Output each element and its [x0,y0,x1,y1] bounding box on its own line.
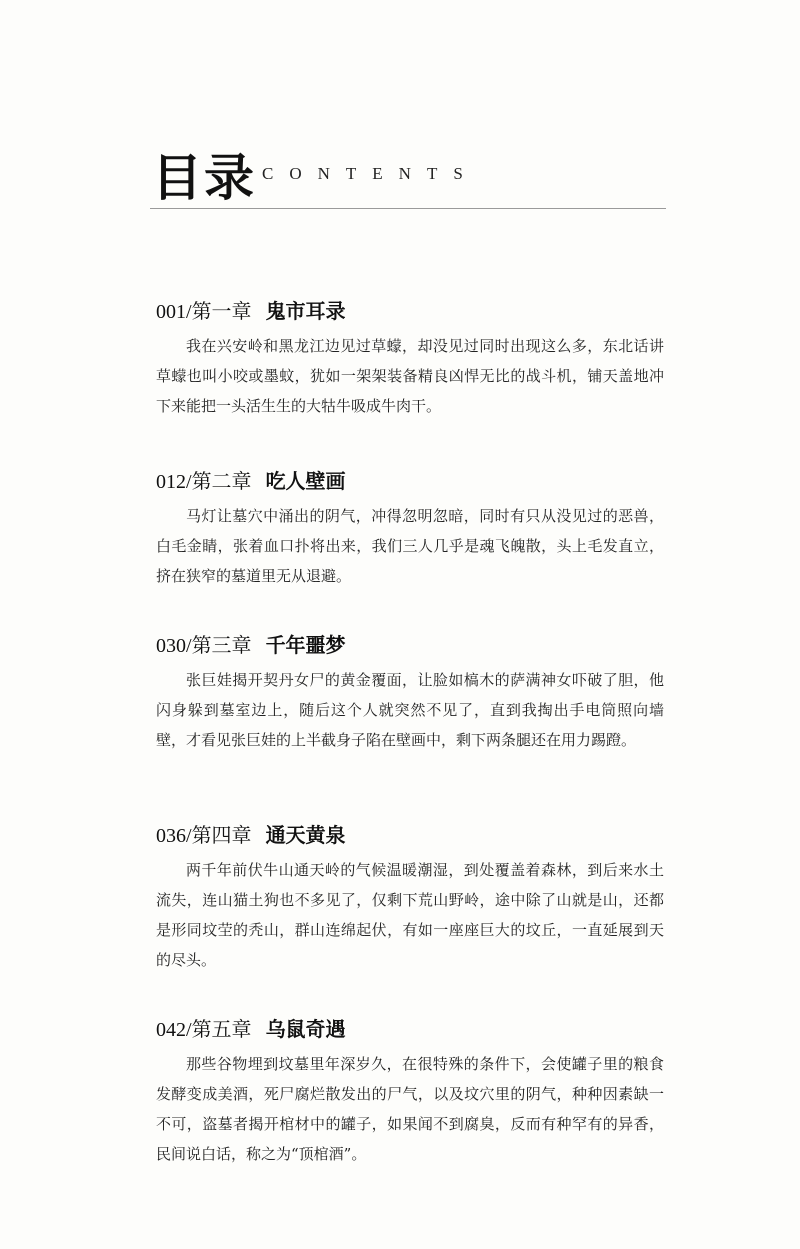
page-number: 001/ [156,301,192,323]
contents-header [150,140,670,220]
chapter-label: 第三章 [191,633,252,657]
chapter-summary: 张巨娃揭开契丹女尸的黄金覆面，让脸如槁木的萨满神女吓破了胆，他闪身躲到墓室边上，随后这个人就突然不见了，直到我掏出手电筒照向墙壁，才看见张巨娃的上半截身子陷在壁画中，剩下两条腿还在用力踢蹬。 [156,671,664,749]
page-number: 030/ [156,635,192,657]
toc-entry-3[interactable] [156,630,676,755]
chapter-label: 第一章 [191,299,252,323]
toc-entry-title[interactable] [156,820,676,851]
chapter-label: 第四章 [191,823,252,847]
chapter-summary: 那些谷物埋到坟墓里年深岁久，在很特殊的条件下，会使罐子里的粮食发酵变成美酒，死尸腐烂散发出的尸气，以及坟穴里的阴气，种种因素缺一不可，盗墓者揭开棺材中的罐子，如果闻不到腐臭，反而有种罕有的异香，民间说白话，称之为“顶棺酒”。 [156,1055,664,1163]
toc-entry-title[interactable] [156,296,676,327]
page-number: 042/ [156,1019,192,1041]
page-title: 目录 [152,148,256,207]
chapter-name: 通天黄泉 [265,823,346,847]
chapter-summary: 两千年前伏牛山通天岭的气候温暖潮湿，到处覆盖着森林，到后来水土流失，连山猫土狗也不多见了，仅剩下荒山野岭，途中除了山就是山，还都是形同坟茔的秃山，群山连绵起伏，有如一座座巨大的坟丘，一直延展到天的尽头。 [156,861,664,969]
toc-entry-title[interactable] [156,466,676,497]
page-number: 036/ [156,825,192,847]
chapter-label: 第二章 [191,469,252,493]
chapter-name: 吃人壁画 [265,469,346,493]
chapter-summary: 我在兴安岭和黑龙江边见过草蠓，却没见过同时出现这么多，东北话讲草蠓也叫小咬或墨蚊，犹如一架架装备精良凶悍无比的战斗机，铺天盖地冲下来能把一头活生生的大牯牛吸成牛肉干。 [156,337,664,415]
chapter-name: 千年噩梦 [265,633,346,657]
toc-entry-5[interactable] [156,1014,676,1169]
toc-entry-4[interactable] [156,820,676,975]
chapter-name: 鬼市耳录 [265,299,346,323]
toc-entry-title[interactable] [156,630,676,661]
header-divider [150,208,666,209]
toc-entry-2[interactable] [156,466,676,591]
page-number: 012/ [156,471,192,493]
toc-entry-title[interactable] [156,1014,676,1045]
chapter-name: 乌鼠奇遇 [265,1017,346,1041]
toc-entry-1[interactable] [156,296,676,421]
chapter-summary: 马灯让墓穴中涌出的阴气，冲得忽明忽暗，同时有只从没见过的恶兽，白毛金睛，张着血口扑将出来，我们三人几乎是魂飞魄散，头上毛发直立，挤在狭窄的墓道里无从退避。 [156,507,664,585]
page-subtitle: CONTENTS [262,164,479,183]
chapter-label: 第五章 [191,1017,252,1041]
